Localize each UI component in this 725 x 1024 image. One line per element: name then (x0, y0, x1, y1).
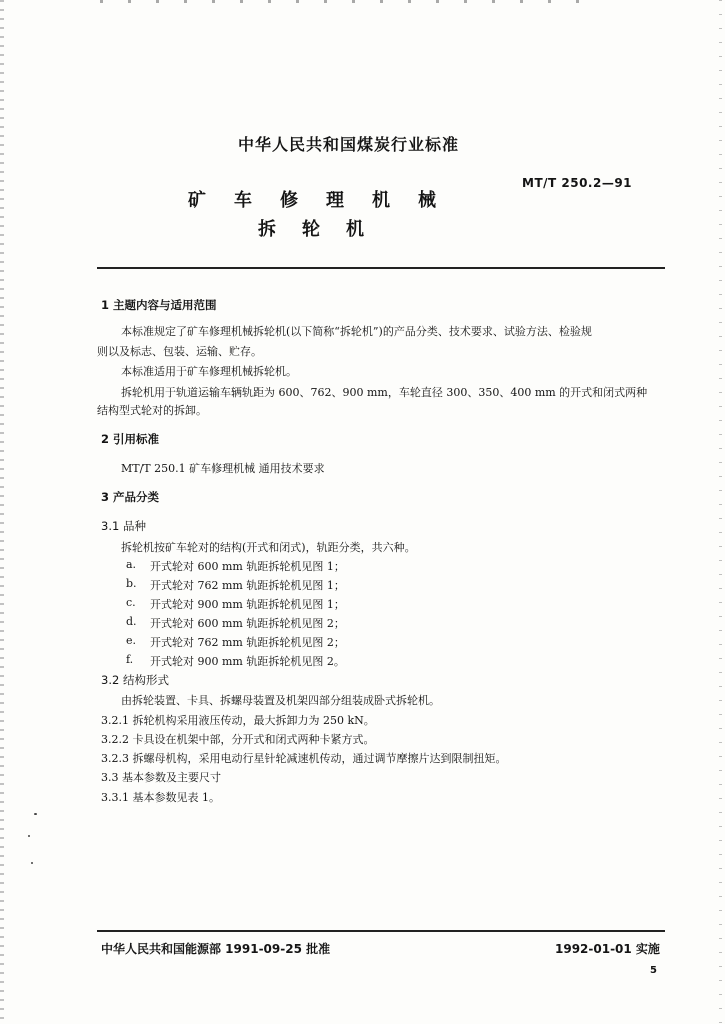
list-item-label: b. (126, 577, 137, 590)
section-3-2-3: 3.2.3 拆螺母机构，采用电动行星针轮减速机传动，通过调节摩擦片达到限制扭矩。 (101, 752, 507, 765)
document-title-line1: 矿车修理机械 (188, 190, 464, 211)
list-item-label: c. (126, 596, 136, 609)
footer-divider (97, 930, 665, 932)
scan-speck (34, 813, 37, 815)
list-item-label: d. (126, 615, 137, 628)
list-item-text: 开式轮对 762 mm 轨距拆轮机见图 1； (150, 579, 345, 592)
section-1-heading: 1 主题内容与适用范围 (101, 298, 217, 312)
list-item-label: f. (126, 653, 134, 666)
approval-info: 中华人民共和国能源部 1991-09-25 批准 (101, 942, 331, 956)
section-3-1-intro: 拆轮机按矿车轮对的结构(开式和闭式)，轨距分类，共六种。 (121, 541, 416, 554)
section-1-paragraph-1a: 本标准规定了矿车修理机械拆轮机(以下简称“拆轮机”)的产品分类、技术要求、试验方法、检验规 (121, 325, 592, 338)
section-2-heading: 2 引用标准 (101, 432, 160, 446)
list-item-label: e. (126, 634, 137, 647)
header-divider (97, 267, 665, 269)
issuing-organization: 中华人民共和国煤炭行业标准 (237, 135, 459, 154)
page-number: 5 (650, 965, 657, 976)
section-3-2-1: 3.2.1 拆轮机构采用液压传动，最大拆卸力为 250 kN。 (101, 714, 375, 727)
standard-code: MT/T 250.2—91 (522, 176, 633, 190)
section-3-1-heading: 3.1 品种 (101, 519, 146, 533)
section-1-paragraph-1b: 则以及标志、包装、运输、贮存。 (97, 345, 262, 358)
implementation-date: 1992-01-01 实施 (555, 942, 660, 956)
list-item-text: 开式轮对 600 mm 轨距拆轮机见图 2； (150, 617, 345, 630)
section-1-paragraph-3a: 拆轮机用于轨道运输车辆轨距为 600、762、900 mm，车轮直径 300、350、400 mm 的开式和闭式两种 (121, 386, 648, 399)
section-3-3-heading: 3.3 基本参数及主要尺寸 (101, 771, 221, 784)
section-3-heading: 3 产品分类 (101, 490, 160, 504)
scan-speck (31, 862, 33, 864)
document-title-line2: 拆轮机 (258, 219, 390, 240)
list-item-text: 开式轮对 600 mm 轨距拆轮机见图 1； (150, 560, 345, 573)
section-2-reference: MT/T 250.1 矿车修理机械 通用技术要求 (121, 462, 325, 475)
scan-edge-top (100, 0, 580, 3)
section-3-2-heading: 3.2 结构形式 (101, 673, 169, 687)
list-item-text: 开式轮对 900 mm 轨距拆轮机见图 2。 (150, 655, 345, 668)
section-3-3-1: 3.3.1 基本参数见表 1。 (101, 791, 220, 804)
section-1-paragraph-3b: 结构型式轮对的拆卸。 (97, 404, 207, 417)
section-3-2-intro: 由拆轮装置、卡具、拆螺母装置及机架四部分组装成卧式拆轮机。 (121, 694, 440, 707)
section-3-2-2: 3.2.2 卡具设在机架中部，分开式和闭式两种卡紧方式。 (101, 733, 375, 746)
list-item-text: 开式轮对 900 mm 轨距拆轮机见图 1； (150, 598, 345, 611)
scan-edge-right (719, 0, 722, 1024)
section-1-paragraph-2: 本标准适用于矿车修理机械拆轮机。 (121, 365, 297, 378)
list-item-label: a. (126, 558, 137, 571)
scan-speck (28, 835, 30, 837)
list-item-text: 开式轮对 762 mm 轨距拆轮机见图 2； (150, 636, 345, 649)
